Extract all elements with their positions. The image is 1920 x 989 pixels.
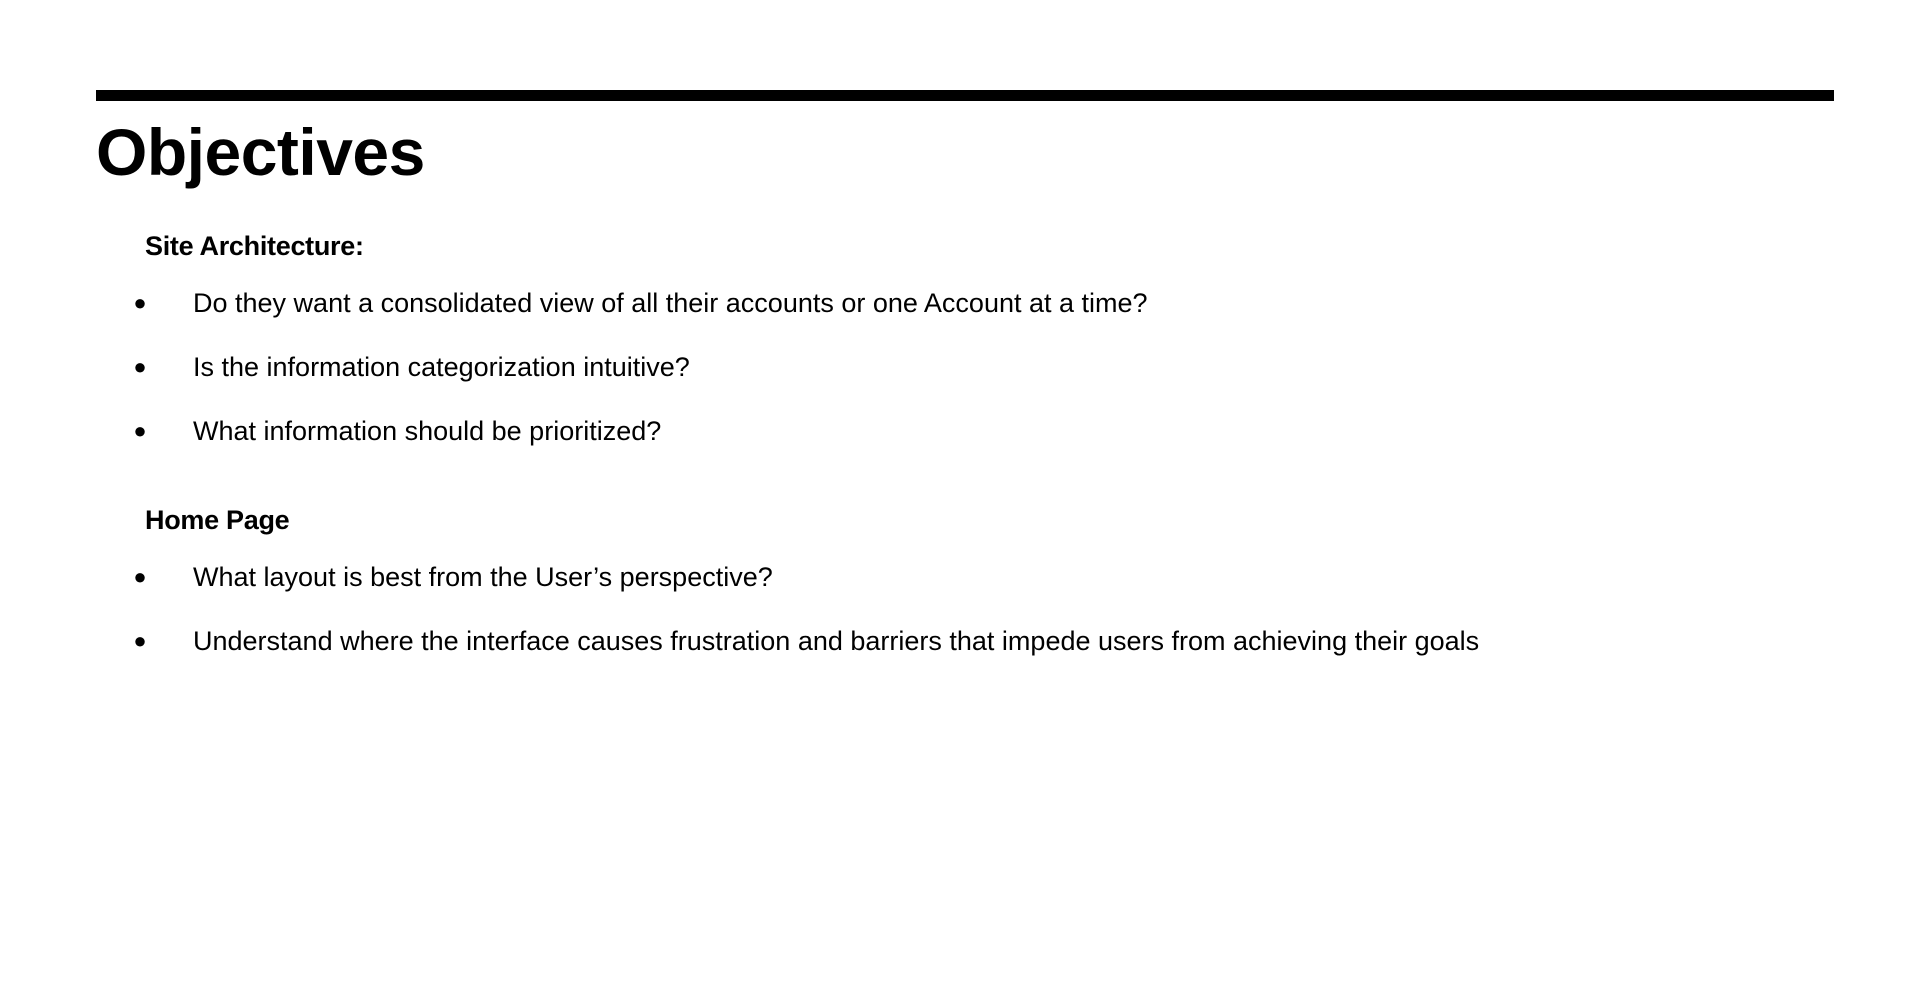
section-home-page	[130, 500, 1830, 685]
slide-title: Objectives	[96, 115, 425, 189]
list-item	[130, 557, 1830, 621]
bullet-icon: ●	[133, 354, 147, 379]
title-rule	[96, 90, 1834, 101]
bullet-icon: ●	[133, 418, 147, 443]
bullet-text: Understand where the interface causes frustration and barriers that impede users from achieving their goals	[193, 626, 1480, 656]
list-item	[130, 621, 1830, 685]
section-heading: Site Architecture:	[145, 231, 364, 261]
list-item	[130, 283, 1830, 347]
list-item	[130, 411, 1830, 475]
bullet-text: Do they want a consolidated view of all their accounts or one Account at a time?	[193, 288, 1148, 318]
section-heading: Home Page	[145, 505, 290, 535]
bullet-icon: ●	[133, 628, 147, 653]
bullet-text: What information should be prioritized?	[193, 416, 662, 446]
bullet-text: What layout is best from the User’s perspective?	[193, 562, 773, 592]
bullet-list	[130, 557, 1830, 685]
bullet-icon: ●	[133, 290, 147, 315]
bullet-list	[130, 283, 1830, 475]
bullet-icon: ●	[133, 564, 147, 589]
section-site-architecture	[130, 226, 1830, 475]
bullet-text: Is the information categorization intuitive?	[193, 352, 690, 382]
list-item	[130, 347, 1830, 411]
